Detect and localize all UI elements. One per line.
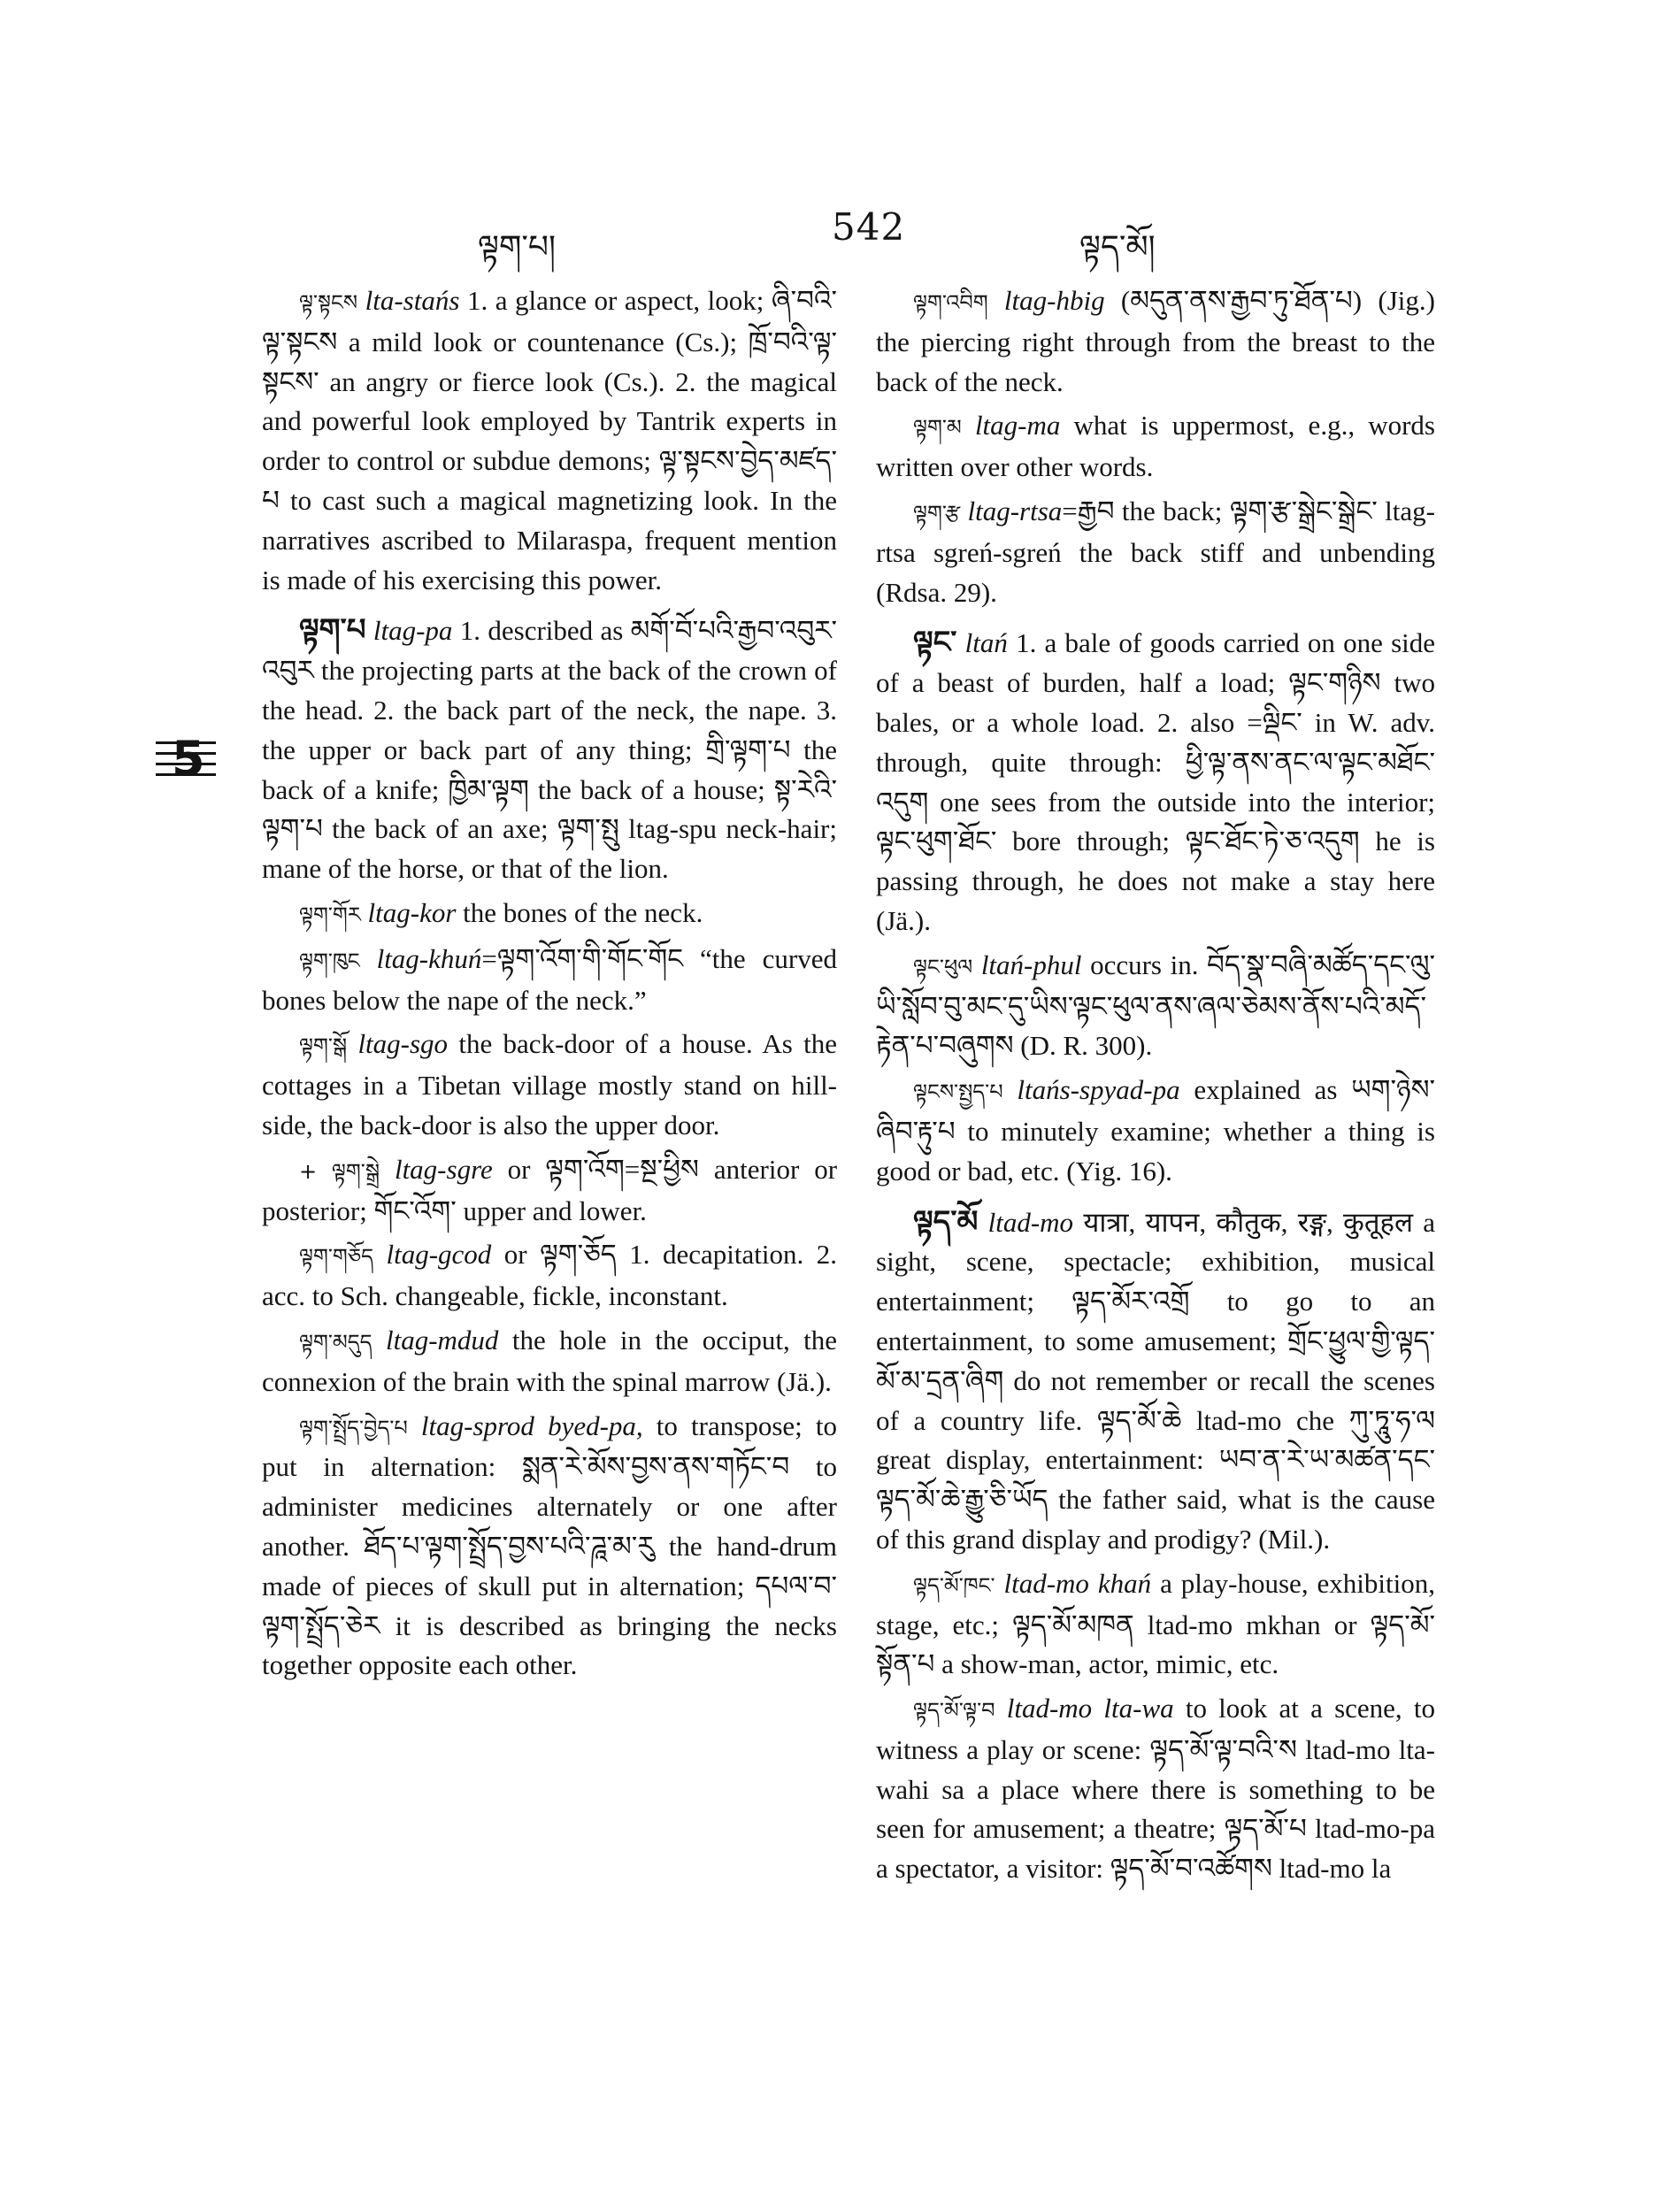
dictionary-entry: [262, 1321, 837, 1402]
dictionary-entry: [262, 1025, 837, 1145]
entry-transliteration: ltag-sgo: [357, 1028, 449, 1060]
entry-transliteration: ltag-sprod byed-pa,: [420, 1409, 643, 1441]
entry-definition: the bones of the neck.: [456, 896, 703, 928]
entry-definition: 1. described as མགོ་བོ་པའི་རྒྱབ་འབུར་འབུར the projecting parts at the back of the crown of the head. 2. the back part of the neck, the nape. 3. the upper or back part of any thing; གྲི་ལྟག་པ the back of a knife; ཁྱིམ་ལྟག the back of a house; སྟ་རེའི་ལྟག་པ the back of an axe; ལྟག་སྤུ ltag-spu neck-hair; mane of the horse, or that of the lion.: [262, 615, 838, 885]
entry-headword: ལྟག་པ: [299, 612, 366, 649]
dictionary-entry: [876, 1202, 1435, 1560]
entry-headword: ལྟག་སྤྲོད་བྱེད་པ: [299, 1415, 408, 1440]
entry-headword: ལྟག་གཅོད: [299, 1244, 373, 1270]
entry-definition: explained as ཡག་ཉེས་ཞིབ་རྟུ་པ to minutely examine; whether a thing is good or bad, etc. (Yig. 16).: [876, 1074, 1436, 1187]
header-left-word: ལྟག་པ།: [478, 229, 556, 265]
right-column: [876, 281, 1435, 1893]
entry-transliteration: ltag-pa: [373, 615, 453, 647]
dictionary-entry: [262, 1407, 837, 1686]
entry-transliteration: ltag-kor: [367, 896, 457, 928]
left-column: [262, 281, 837, 1690]
entry-definition: (མདུན་ནས་རྒྱབ་ཏུ་ཐོན་པ) (Jig.) the piercing right through from the breast to the back of the neck.: [876, 285, 1435, 397]
dictionary-entry: [262, 281, 837, 600]
page-number: 542: [832, 205, 906, 249]
entry-headword: ལྟ་སྟངས: [299, 290, 358, 315]
dictionary-entry: [876, 281, 1435, 402]
entry-transliteration: ltań-phul: [980, 949, 1082, 980]
entry-definition: to look at a scene, to witness a play or scene: ལྟད་མོ་ལྟ་བའི་ས ltad-mo lta-wahi sa a place where there is something to be seen for amusement; a theatre; ལྟད་མོ་པ ltad-mo-pa a spectator, a visitor: ལྟད་མོ་བ་འཚོགས ltad-mo la: [876, 1693, 1436, 1885]
dictionary-entry: [262, 940, 837, 1021]
margin-number: 5: [172, 731, 205, 787]
entry-transliteration: lta-stańs: [365, 285, 460, 316]
entry-transliteration: ltag-gcod: [386, 1239, 492, 1271]
entry-definition: =ལྟག་འོག་གི་གོང་གོང “the curved bones below the nape of the neck.”: [262, 942, 838, 1016]
entry-transliteration: ltag-khuń: [376, 942, 482, 974]
entry-transliteration: ltag-ma: [974, 410, 1061, 442]
entry-headword: ལྟག་མ: [913, 415, 962, 441]
entry-headword: ལྟག་རྩ: [913, 500, 961, 526]
dictionary-entry: [262, 1235, 837, 1317]
entry-headword: + ལྟག་སྒྲེ: [299, 1158, 380, 1184]
dictionary-entry: [262, 1150, 837, 1232]
margin-number-marker: [156, 731, 218, 787]
page-header: [478, 205, 1425, 265]
entry-definition: occurs in. བོད་སྣ་བཞི་མཚོད་དང་ལུ་ཡི་སློབ་བུ་མང་དུ་ཡིས་ལྟང་ཕུལ་ནས་ཞལ་ཅེམས་ནོས་པའི་མདོ་རྟེན་པ་བཞུགས (D. R. 300).: [876, 949, 1436, 1062]
entry-definition: to transpose; to put in alternation: སྨན་རེ་མོས་བྱས་ནས་གཏོང་བ to administer medicines alternately or one after another. ཐོད་པ་ལྟག་སྤྲོད་བྱས་པའི་ཌཱ་མ་རུ the hand-drum made of pieces of skull put in alternation; དཔལ་བ་ལྟག་སྤྲོད་ཅེར it is described as bringing the necks together opposite each other.: [262, 1409, 838, 1681]
entry-headword: ལྟག་མདུད: [299, 1329, 373, 1355]
entry-transliteration: ltag-hbig: [1003, 285, 1105, 316]
dictionary-entry: [876, 1564, 1435, 1685]
dictionary-entry: [262, 894, 837, 935]
dictionary-entry: [876, 1689, 1435, 1889]
entry-definition: or ལྟག་ཅོད 1. decapitation. 2. acc. to Sch. changeable, fickle, inconstant.: [262, 1239, 837, 1312]
entry-transliteration: ltań: [964, 627, 1008, 659]
entry-headword: ལྟག་སྒོ: [299, 1033, 348, 1059]
entry-transliteration: ltad-mo lta-wa: [1006, 1693, 1174, 1724]
entry-definition: a play-house, exhibition, stage, etc.; ལྟད་མོ་མཁན ltad-mo mkhan or ལྟད་མོ་སྟོན་པ a show-man, actor, mimic, etc.: [876, 1567, 1435, 1680]
entry-headword: ལྟངས་སྤྱད་པ: [913, 1079, 1003, 1105]
entry-definition: यात्रा, यापन, कौतुक, रङ्ग, कुतूहल a sight, scene, spectacle; exhibition, musical entertainment; ལྟད་མོར་འགྲོ to go to an entertainment, to some amusement; གྲོང་ཕྱུལ་གྱི་ལྟད་མོ་མ་དྲན་ཞིག do not remember or recall the scenes of a country life. ལྟད་མོ་ཆེ ltad-mo che ཀུ་ཏཱུ་ཧ་ལ great display, entertainment: ཡབ་ན་རེ་ཡ་མཚན་དང་ལྟད་མོ་ཆེ་རྒྱུ་ཅི་ཡོད the father said, what is the cause of this grand display and prodigy? (Mil.).: [876, 1206, 1436, 1555]
entry-definition: the hole in the occiput, the connexion of the brain with the spinal marrow (Jä.).: [262, 1324, 837, 1397]
entry-transliteration: ltag-rtsa: [967, 495, 1063, 526]
entry-headword: ལྟད་མོ་ལྟ་བ: [913, 1698, 995, 1724]
entry-transliteration: ltad-mo khań: [1003, 1567, 1152, 1599]
header-right-word: ལྟད་མོ།: [1079, 229, 1156, 265]
entry-headword: ལྟད་མོ་ཁང་: [913, 1572, 995, 1598]
dictionary-entry: [876, 623, 1435, 941]
dictionary-entry: [876, 492, 1435, 612]
entry-headword: ལྟག་འབིག: [913, 290, 988, 315]
entry-definition: 1. a bale of goods carried on one side of a beast of burden, half a load; ལྟང་གཉིས two bales, or a whole load. 2. also =ལྡིང་ in W. adv. through, quite through: ཕྱི་ལྟ་ནས་ནང་ལ་ལྟང་མཐོང་འདུག one sees from the outside into the interior; ལྟང་ཕུག་ཐོང་ bore through; ལྟང་ཐོང་ཏེ་ཅ་འདུག he is passing through, he does not make a stay here (Jä.).: [876, 627, 1436, 936]
entry-headword: ལྟང་: [913, 625, 957, 661]
dictionary-entry: [876, 406, 1435, 488]
entry-transliteration: ltańs-spyad-pa: [1017, 1074, 1180, 1106]
entry-transliteration: ltag-mdud: [385, 1324, 499, 1356]
entry-definition: what is uppermost, e.g., words written over other words.: [876, 410, 1435, 483]
entry-headword: ལྟང་ཕུལ: [913, 954, 973, 979]
entry-transliteration: ltag-sgre: [394, 1153, 493, 1185]
entry-transliteration: ltad-mo: [987, 1206, 1074, 1238]
dictionary-entry: [876, 946, 1435, 1066]
entry-definition: the back-door of a house. As the cottages in a Tibetan village mostly stand on hill-side, the back-door is also the upper door.: [262, 1028, 838, 1141]
entry-definition: 1. a glance or aspect, look; ཞི་བའི་ལྟ་སྟངས a mild look or countenance (Cs.); ཁྲོ་བའི་ལྟ་སྟངས་ an angry or fierce look (Cs.). 2. the magical and powerful look employed by Tantrik experts in order to control or subdue demons; ལྟ་སྟངས་བྱེད་མཛད་པ to cast such a magical magnetizing look. In the narratives ascribed to Milaraspa, frequent mention is made of his exercising this power.: [262, 285, 837, 595]
dictionary-entry: [262, 611, 837, 889]
entry-headword: ལྟག་ཁུང: [299, 948, 360, 973]
entry-definition: or ལྟག་འོག=སྔ་ཕྱིས anterior or posterior; གོང་འོག་ upper and lower.: [262, 1153, 838, 1226]
entry-headword: ལྟད་མོ: [913, 1203, 979, 1240]
entry-definition: =རྒྱབ the back; ལྟག་རྩ་སྒྲེང་སྒྲེང་ ltag-rtsa sgreń-sgreń the back stiff and unbending (Rdsa. 29).: [876, 495, 1435, 608]
entry-headword: ལྟག་གོར: [299, 902, 361, 927]
dictionary-entry: [876, 1071, 1435, 1191]
